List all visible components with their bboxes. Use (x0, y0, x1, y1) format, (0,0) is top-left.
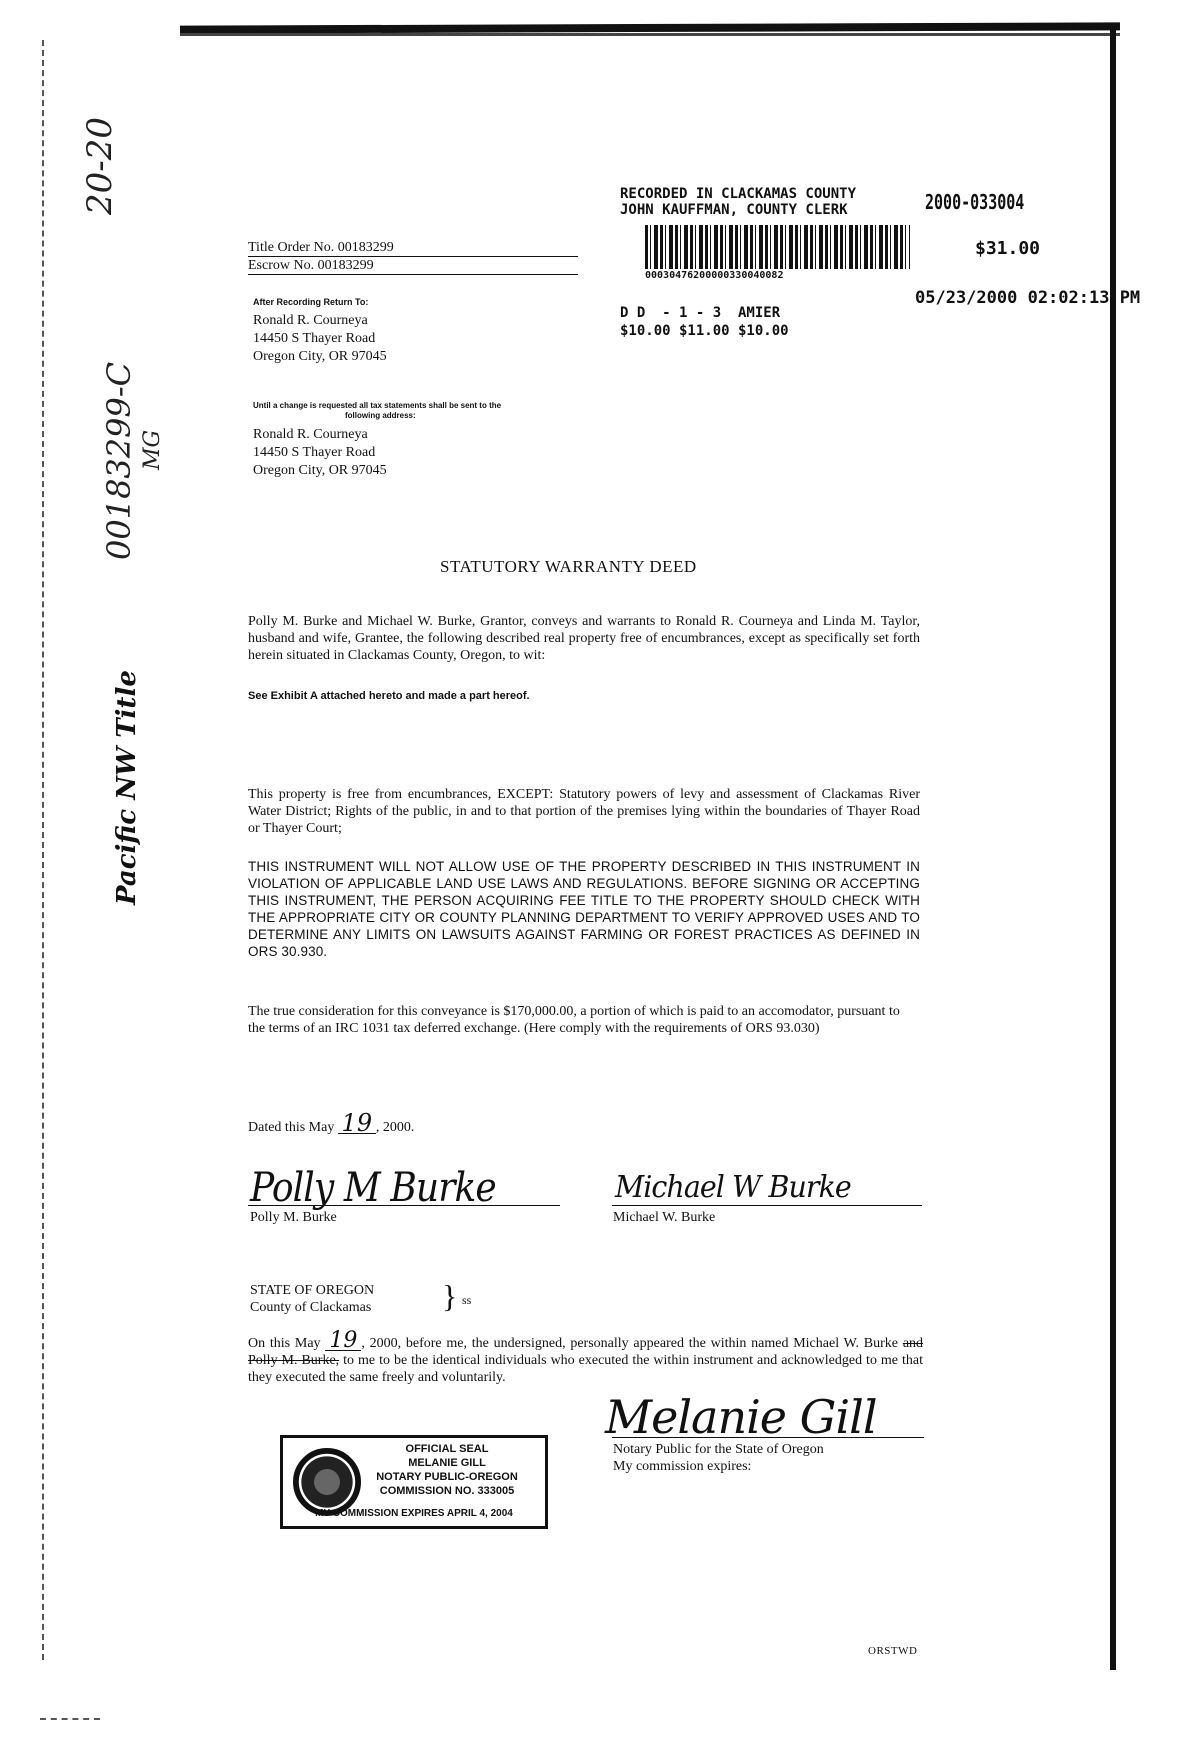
notary-title: Notary Public for the State of Oregon (613, 1442, 824, 1457)
recording-code-line: D D - 1 - 3 AMIER (620, 305, 781, 321)
recording-line-1: RECORDED IN CLACKAMAS COUNTY (620, 186, 857, 202)
recording-doc-number: 2000-033004 (925, 190, 1025, 214)
grant-paragraph: Polly M. Burke and Michael W. Burke, Grantor, conveys and warrants to Ronald R. Courneya and Linda M. Taylor, husband and wife, Grantee, the following described real property free of encumbrances, except as specifically set forth herein situated in Clackamas County, Oregon, to wit: (248, 614, 920, 663)
seal-line-4: COMMISSION NO. 333005 (379, 1485, 515, 1497)
return-to-city: Oregon City, OR 97045 (253, 349, 387, 364)
title-order-number: Title Order No. 00183299 (248, 239, 578, 257)
ack-suffix: to me to be the identical individuals who executed the within instrument and acknowledged to me that they executed the same freely and voluntarily. (248, 1353, 923, 1385)
scan-edge-right (1110, 30, 1116, 1670)
signer-1-name: Polly M. Burke (250, 1210, 337, 1225)
scan-edge-left (42, 40, 47, 1660)
recording-line-2: JOHN KAUFFMAN, COUNTY CLERK (620, 202, 848, 218)
deed-title: STATUTORY WARRANTY DEED (440, 557, 697, 576)
scan-edge-top (180, 22, 1120, 33)
notary-commission-expires: My commission expires: (613, 1459, 752, 1474)
tax-address-name: Ronald R. Courneya (253, 427, 368, 442)
notary-brace: } (442, 1278, 458, 1314)
scan-mark-bottom (40, 1718, 100, 1722)
recording-barcode (645, 225, 910, 269)
return-to-name: Ronald R. Courneya (253, 313, 368, 328)
land-use-disclaimer: THIS INSTRUMENT WILL NOT ALLOW USE OF THE PROPERTY DESCRIBED IN THIS INSTRUMENT IN VIOLATION OF APPLICABLE LAND USE LAWS AND REGULATIONS. BEFORE SIGNING OR ACCEPTING THIS INSTRUMENT, THE PERSON ACQUIRING FEE TITLE TO THE PROPERTY SHOULD CHECK WITH THE APPROPRIATE CITY OR COUNTY PLANNING DEPARTMENT TO VERIFY APPROVED USES AND TO DETERMINE ANY LIMITS ON LAWSUITS AGAINST FARMING OR FOREST PRACTICES AS DEFINED IN ORS 30.930. (248, 859, 920, 959)
scan-edge-top-shadow (180, 33, 1120, 36)
form-code: ORSTWD (868, 1645, 918, 1657)
notary-seal-text (349, 1442, 545, 1498)
dated-suffix: , 2000. (375, 1120, 415, 1135)
tax-address-street: 14450 S Thayer Road (253, 445, 376, 460)
recording-barcode-number: 00030476200000330040082 (645, 270, 784, 281)
notary-ss: ss (462, 1293, 472, 1307)
ack-struck: and Polly M. Burke, (248, 1336, 924, 1368)
signature-michael-burke: Michael W Burke (615, 1170, 851, 1205)
notary-signature: Melanie Gill (605, 1390, 877, 1444)
tax-statement-label-1: Until a change is requested all tax statements shall be sent to the (253, 401, 502, 410)
tax-statement-label-2: following address: (345, 411, 416, 420)
return-to-label: After Recording Return To: (253, 297, 369, 307)
recording-fees-line: $10.00 $11.00 $10.00 (620, 323, 789, 339)
ack-prefix: On this May (248, 1336, 321, 1351)
margin-note-top: 20-20 (80, 116, 120, 215)
ack-day: 19 (325, 1332, 361, 1351)
consideration-paragraph: The true consideration for this conveyance is $170,000.00, a portion of which is paid to an accomodator, pursuant to the terms of an IRC 1031 tax deferred exchange. (Here comply with the requirements of ORS 93.030) (248, 1004, 900, 1036)
signature-line-1 (248, 1205, 560, 1206)
notary-county: County of Clackamas (250, 1300, 372, 1315)
recording-fee: $31.00 (975, 238, 1041, 259)
seal-line-1: OFFICIAL SEAL (405, 1443, 489, 1455)
seal-line-3: NOTARY PUBLIC-OREGON (376, 1471, 518, 1483)
recording-datetime: 05/23/2000 02:02:13 PM (915, 288, 1141, 308)
seal-line-2: MELANIE GILL (408, 1457, 486, 1469)
return-to-street: 14450 S Thayer Road (253, 331, 376, 346)
signature-line-2 (612, 1205, 922, 1206)
dated-day: 19 (338, 1113, 376, 1134)
escrow-number: Escrow No. 00183299 (248, 257, 578, 275)
dated-prefix: Dated this May (248, 1120, 335, 1135)
margin-stamp-company: Pacific NW Title (112, 670, 142, 905)
encumbrances-paragraph: This property is free from encumbrances, EXCEPT: Statutory powers of levy and assessment of Clackamas River Water District; Rights of the public, in and to that portion of the premises lying within the boundaries of Thayer Road or Thayer Court; (248, 787, 920, 836)
notary-seal (280, 1435, 548, 1529)
margin-note-order-number: 00183299-C (100, 361, 138, 560)
ack-mid: , 2000, before me, the undersigned, personally appeared the within named Michael W. Burke (361, 1336, 899, 1351)
seal-line-5: MY COMMISSION EXPIRES APRIL 4, 2004 (315, 1508, 513, 1519)
signer-2-name: Michael W. Burke (613, 1210, 716, 1225)
margin-note-initials: MG (140, 429, 165, 470)
dated-line (248, 1109, 415, 1137)
acknowledgment-paragraph (248, 1328, 924, 1386)
signature-polly-burke: Polly M Burke (250, 1165, 496, 1211)
notary-state: STATE OF OREGON (250, 1283, 375, 1298)
notary-signature-line (612, 1437, 924, 1438)
tax-address-city: Oregon City, OR 97045 (253, 463, 387, 478)
exhibit-reference: See Exhibit A attached hereto and made a part hereof. (248, 690, 530, 702)
